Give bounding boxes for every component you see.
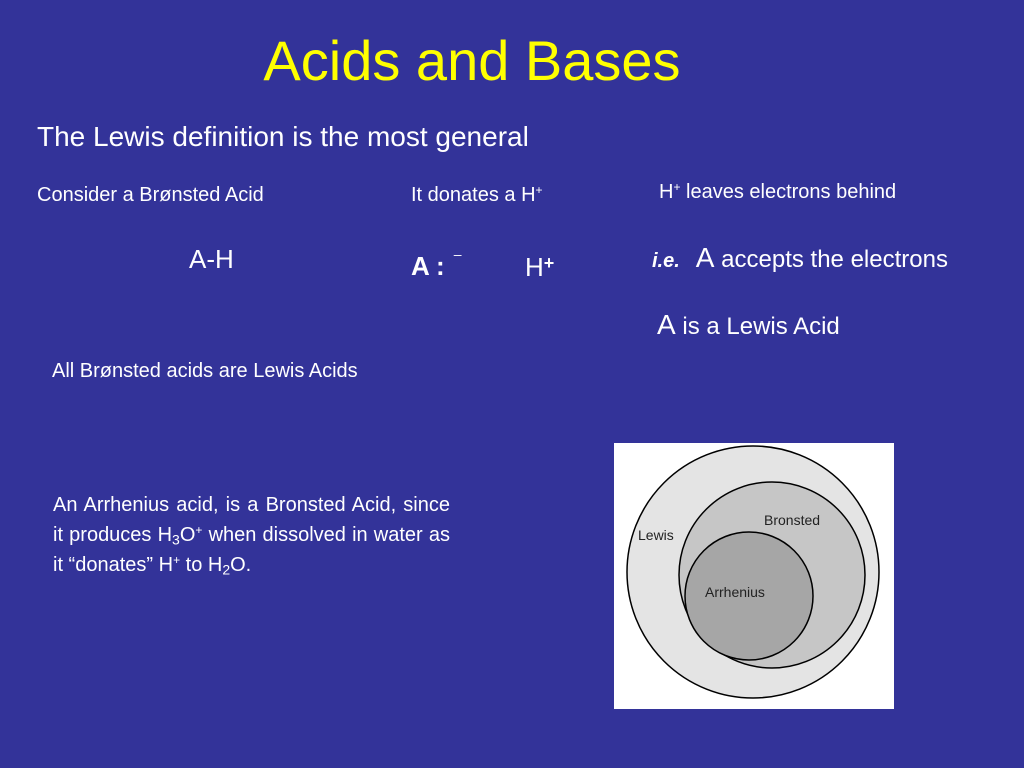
- plus-sup: +: [173, 552, 181, 567]
- venn-svg: [614, 443, 894, 709]
- sub-2: 2: [222, 561, 231, 578]
- lewis-acid-text: is a Lewis Acid: [675, 313, 840, 340]
- a-letter: A: [695, 242, 715, 273]
- slide-title: Acids and Bases: [263, 29, 681, 92]
- all-bronsted-text: All Brønsted acids are Lewis Acids: [52, 360, 358, 382]
- lewis-acid-line: [657, 309, 840, 341]
- leaves-text: [659, 181, 896, 204]
- arrhenius-paragraph: [53, 490, 450, 580]
- a-letter: A: [657, 309, 676, 340]
- para-part2: when dissolved in water as it “donates” H: [53, 524, 450, 576]
- para-part4: O.: [230, 554, 252, 576]
- bronsted-label: Bronsted: [764, 512, 821, 528]
- consider-text: Consider a Brønsted Acid: [37, 184, 264, 206]
- leaves-text-main: leaves electrons behind: [680, 181, 897, 203]
- ah-label: A-H: [189, 244, 234, 274]
- h-symbol: H: [525, 252, 544, 282]
- plus-sup: +: [195, 522, 203, 537]
- plus-sup: +: [535, 182, 543, 197]
- h-plus-label: [525, 252, 554, 283]
- accepts-text: accepts the electrons: [714, 246, 948, 273]
- para-part1: An Arrhenius acid, is a Bronsted Acid, since it produces H: [53, 494, 450, 546]
- arrhenius-label: Arrhenius: [705, 584, 765, 600]
- ie-label: i.e.: [652, 250, 680, 272]
- acid-definitions-venn-diagram: [614, 443, 894, 709]
- plus-sup: +: [673, 179, 681, 194]
- h-symbol: H: [659, 181, 674, 203]
- sub-3: 3: [172, 531, 180, 548]
- lewis-label: Lewis: [638, 527, 674, 543]
- para-o: O: [179, 524, 196, 546]
- minus-sign: –: [453, 246, 462, 262]
- para-part3: to H: [180, 554, 223, 576]
- donates-text: [411, 184, 543, 207]
- a-colon: A :: [411, 251, 445, 281]
- slide-subtitle: The Lewis definition is the most general: [37, 121, 529, 152]
- accepts-line: [652, 242, 948, 274]
- donates-text-main: It donates a H: [411, 184, 536, 206]
- plus-sup: +: [543, 253, 555, 273]
- a-anion-label: [411, 246, 462, 282]
